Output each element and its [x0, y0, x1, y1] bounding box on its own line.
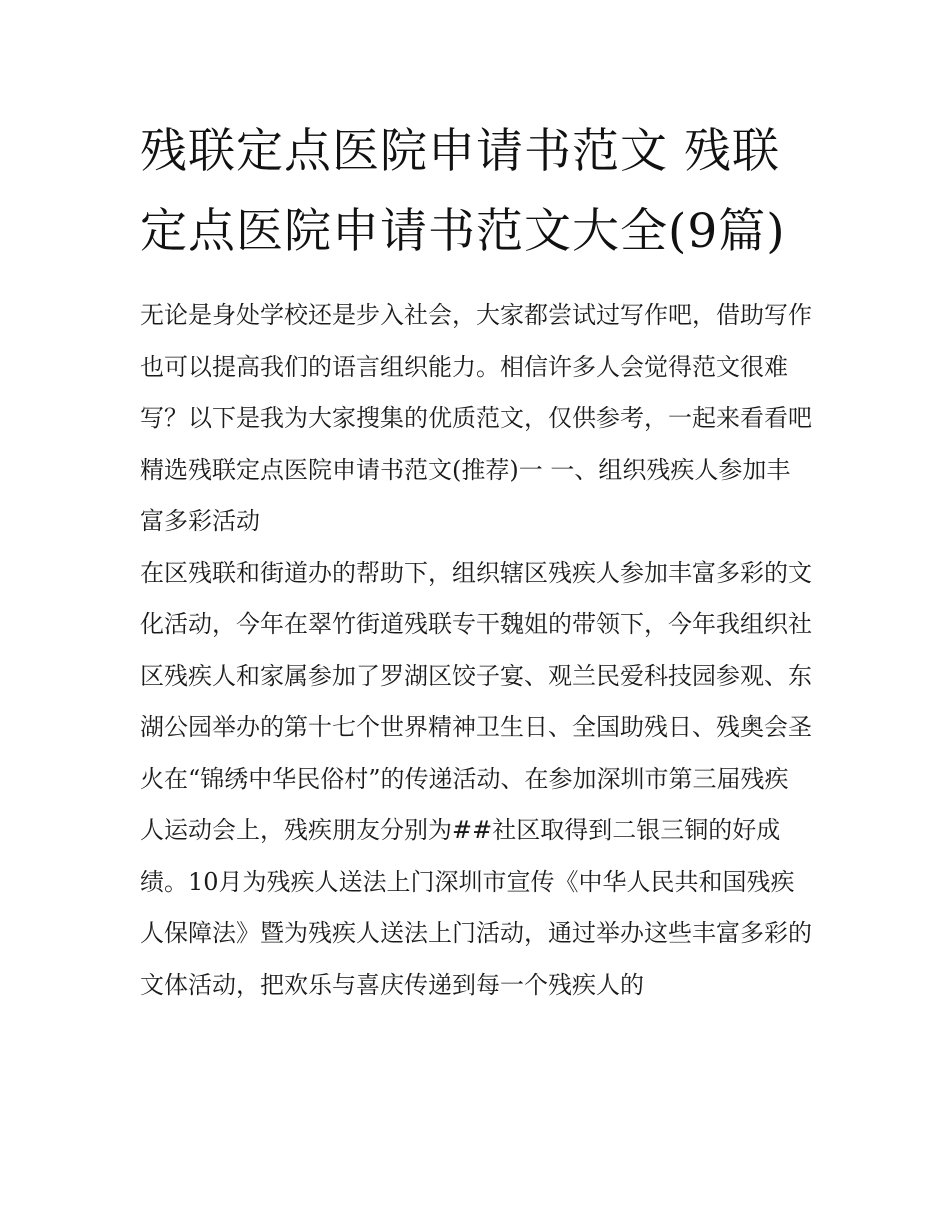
document-title: 残联定点医院申请书范文 残联定点医院申请书范文大全(9篇) [140, 124, 786, 259]
document-body [140, 112, 812, 1011]
section-heading-paragraph: 精选残联定点医院申请书范文(推荐)一 一、组织残疾人参加丰富多彩活动 [140, 455, 791, 535]
intro-paragraph: 无论是身处学校还是步入社会，大家都尝试过写作吧，借助写作也可以提高我们的语言组织能力。相信许多人会觉得范文很难写？以下是我为大家搜集的优质范文，仅供参考，一起来看看吧 [140, 301, 812, 432]
body-paragraph: 在区残联和街道办的帮助下，组织辖区残疾人参加丰富多彩的文化活动，今年在翠竹街道残联专干魏姐的带领下，今年我组织社区残疾人和家属参加了罗湖区饺子宴、观兰民爱科技园参观、东湖公园举办的第十七个世界精神卫生日、全国助残日、残奥会圣火在“锦绣中华民俗村”的传递活动、在参加深圳市第三届残疾人运动会上，残疾朋友分别为##社区取得到二银三铜的好成绩。10月为残疾人送法上门深圳市宣传《中华人民共和国残疾人保障法》暨为残疾人送法上门活动，通过举办这些丰富多彩的文体活动，把欢乐与喜庆传递到每一个残疾人的 [140, 558, 812, 999]
